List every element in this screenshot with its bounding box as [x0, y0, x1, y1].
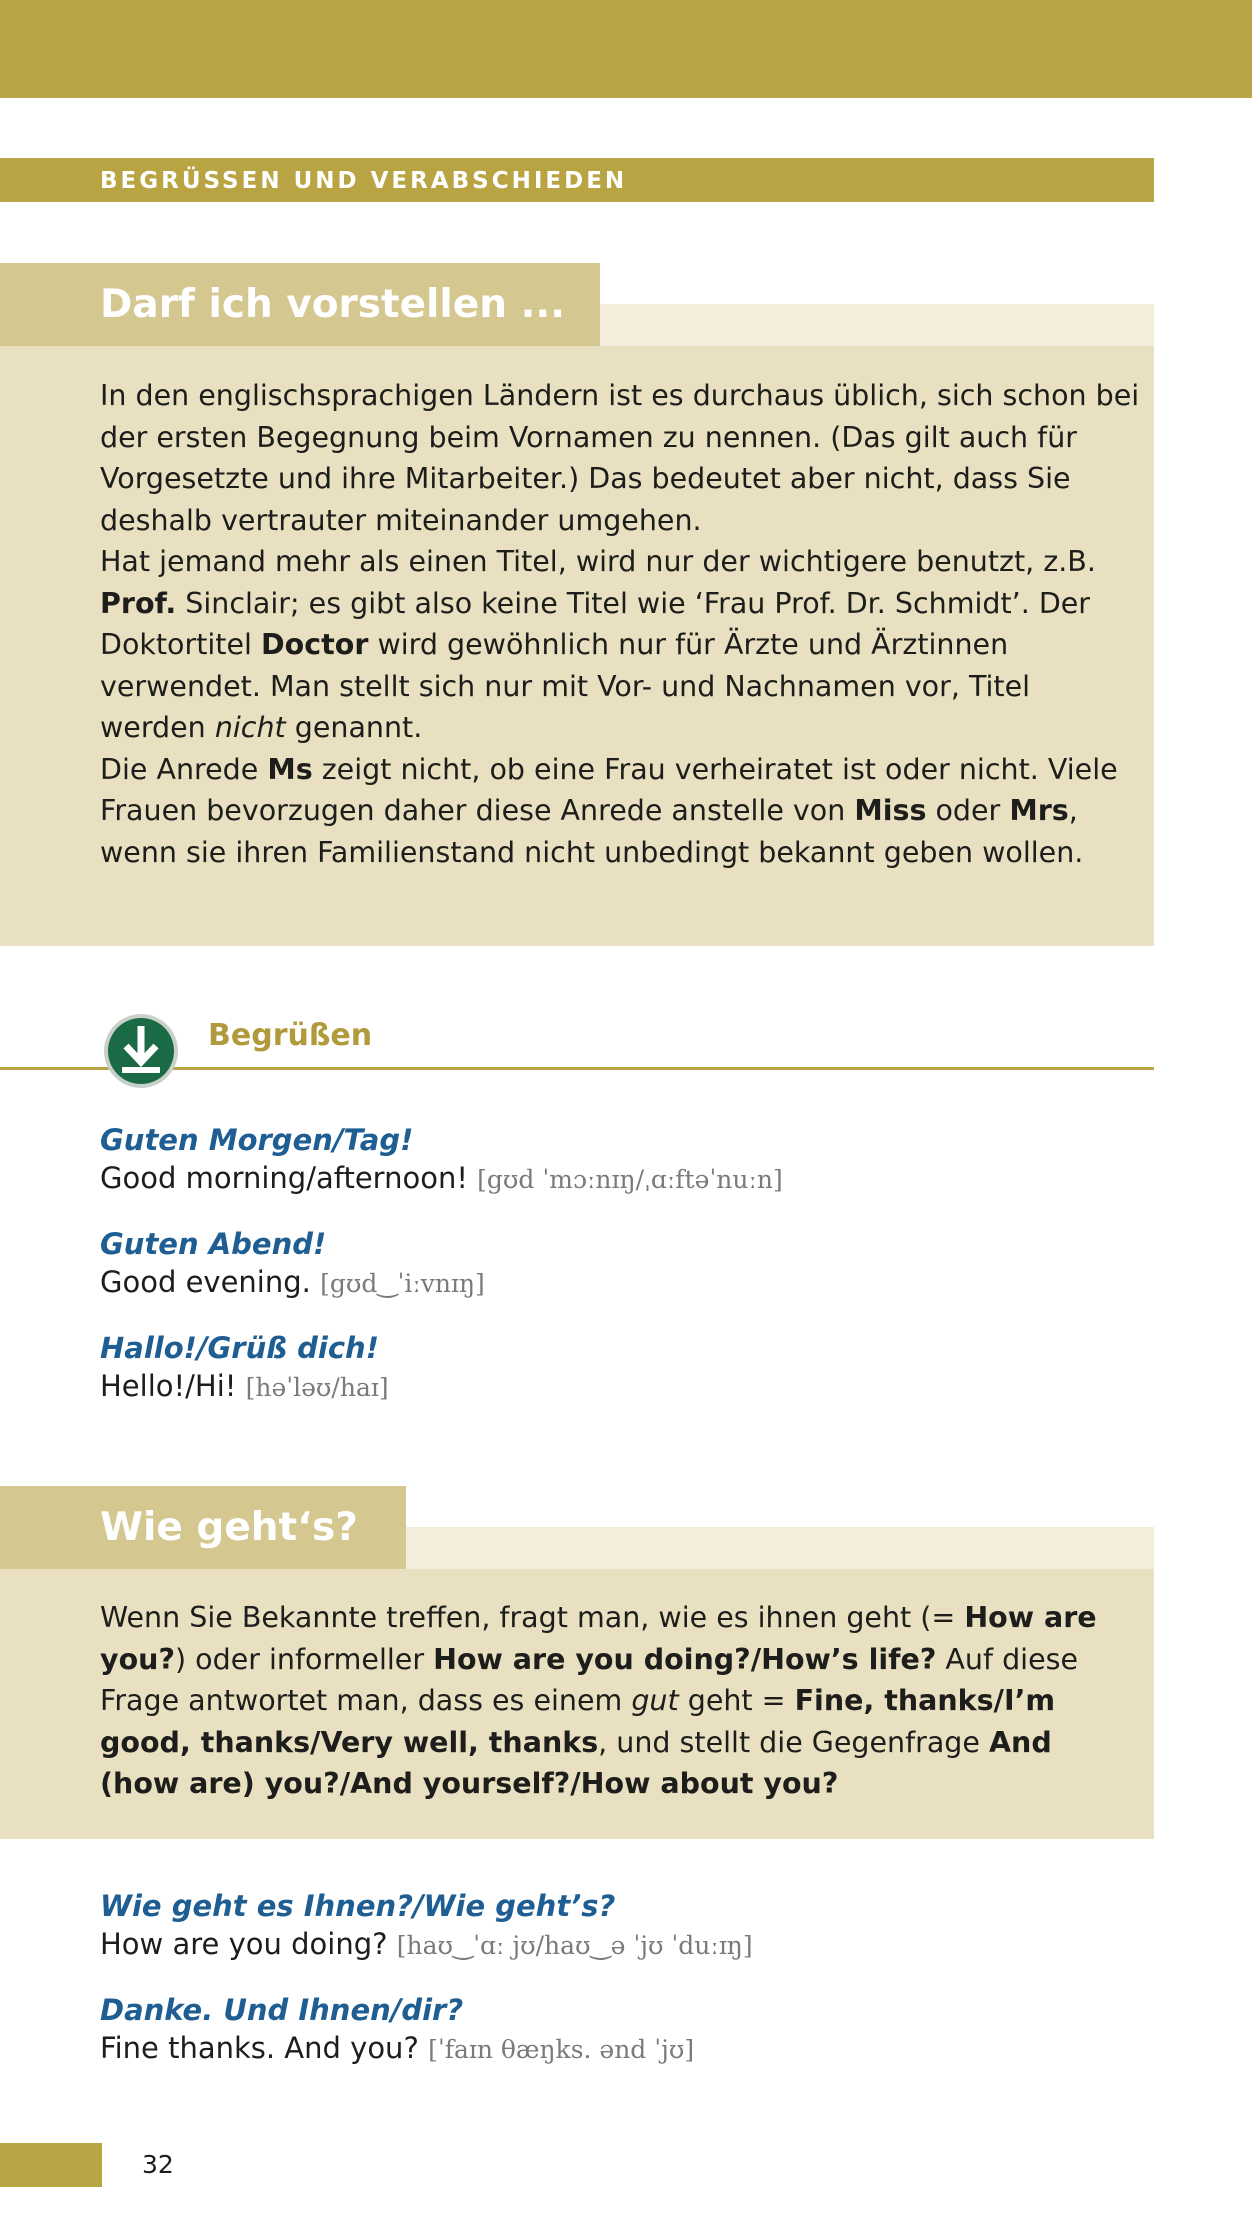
- phrase-english: Hello!/Hi! [həˈləʊ/haɪ]: [100, 1369, 389, 1403]
- download-icon[interactable]: [102, 1012, 180, 1090]
- phrase-english: How are you doing? [haʊ‿ˈɑː jʊ/haʊ‿ə ˈjʊ ˈduːɪŋ]: [100, 1927, 753, 1961]
- phrase-german: Wie geht es Ihnen?/Wie geht’s?: [100, 1889, 616, 1923]
- box1-title: Darf ich vorstellen ...: [100, 282, 566, 327]
- phrase-german: Danke. Und Ihnen/dir?: [100, 1993, 464, 2027]
- section-header: BEGRÜSSEN UND VERABSCHIEDEN: [100, 168, 628, 194]
- box2-text: [100, 1597, 1140, 1805]
- box1-paragraph-3: Die Anrede Ms zeigt nicht, ob eine Frau verheiratet ist oder nicht. Viele Frauen bevorzugen daher diese Anrede anstelle von Miss oder Mrs, wenn sie ihren Familienstand nicht unbedingt bekannt geben wollen.: [100, 752, 1118, 869]
- phrase-item: [100, 1888, 753, 1966]
- phrase-ipa: [haʊ‿ˈɑː jʊ/haʊ‿ə ˈjʊ ˈduːɪŋ]: [396, 1931, 753, 1960]
- phrase-german: Hallo!/Grüß dich!: [100, 1331, 379, 1365]
- phrase-german: Guten Abend!: [100, 1227, 327, 1261]
- top-color-band: [0, 0, 1252, 98]
- box1-paragraph-1: In den englischsprachigen Ländern ist es durchaus üblich, sich schon bei der ersten Begegnung beim Vornamen zu nennen. (Das gilt auch für Vorgesetzte und ihre Mitarbeiter.) Das bedeutet aber nicht, dass Sie deshalb vertrauter miteinander umgehen.: [100, 379, 1140, 537]
- phrase-ipa: [ˈfaɪn θæŋks. ənd ˈjʊ]: [428, 2035, 695, 2064]
- phrase-german: Guten Morgen/Tag!: [100, 1123, 414, 1157]
- box1-text: [100, 375, 1140, 873]
- phrase-item: [100, 1330, 389, 1408]
- section-header-bar: [0, 158, 1154, 202]
- box2-title: Wie geht‘s?: [100, 1505, 358, 1550]
- box2-paragraph: Wenn Sie Bekannte treffen, fragt man, wie es ihnen geht (= How are you?) oder informeller How are you doing?/How’s life? Auf diese Frage antwortet man, dass es einem gut geht = Fine, thanks/I’m good, thanks/Very well, thanks, und stellt die Gegenfrage And (how are) you?/And yourself?/How about you?: [100, 1601, 1097, 1800]
- phrase-item: [100, 1122, 783, 1200]
- phrase-english: Good evening. [gʊd‿ˈiːvnɪŋ]: [100, 1265, 485, 1299]
- page-number: 32: [142, 2150, 174, 2179]
- phrase-ipa: [həˈləʊ/haɪ]: [245, 1373, 389, 1402]
- footer-color-block: [0, 2143, 102, 2187]
- phrase-english: Good morning/afternoon! [gʊd ˈmɔːnɪŋ/ˌɑːftəˈnuːn]: [100, 1161, 783, 1195]
- phrases-heading: Begrüßen: [208, 1018, 373, 1053]
- box1-paragraph-2: Hat jemand mehr als einen Titel, wird nur der wichtigere benutzt, z.B. Prof. Sinclair; es gibt also keine Titel wie ‘Frau Prof. Dr. Schmidt’. Der Doktortitel Doctor wird gewöhnlich nur für Ärzte und Ärztinnen verwendet. Man stellt sich nur mit Vor- und Nachnamen vor, Titel werden nicht genannt.: [100, 545, 1096, 744]
- phrase-ipa: [gʊd‿ˈiːvnɪŋ]: [320, 1269, 485, 1298]
- phrase-ipa: [gʊd ˈmɔːnɪŋ/ˌɑːftəˈnuːn]: [477, 1165, 783, 1194]
- phrase-english: Fine thanks. And you? [ˈfaɪn θæŋks. ənd ˈjʊ]: [100, 2031, 695, 2065]
- phrase-item: [100, 1992, 694, 2070]
- phrase-item: [100, 1226, 485, 1304]
